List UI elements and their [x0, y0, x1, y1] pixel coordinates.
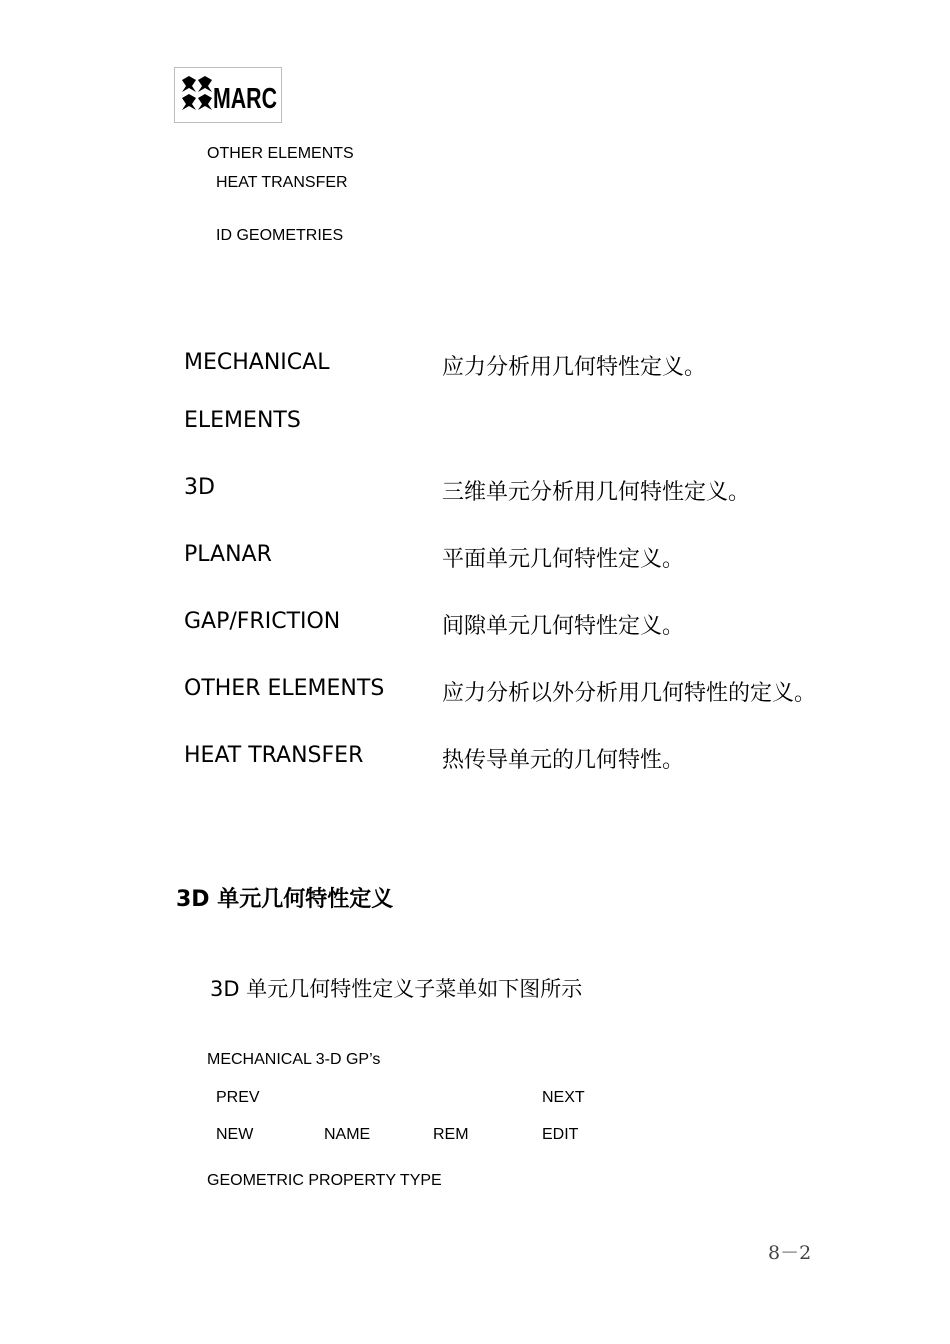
definition-desc: 三维单元分析用几何特性定义。 [442, 480, 751, 505]
definition-desc: 应力分析用几何特性定义。 [442, 355, 707, 380]
definition-desc: 热传导单元的几何特性。 [442, 748, 685, 773]
menu-item-heat-transfer[interactable]: HEAT TRANSFER [216, 174, 348, 191]
definition-term: 3D [184, 475, 215, 500]
definition-desc: 平面单元几何特性定义。 [442, 547, 685, 572]
logo-text: MARC [213, 83, 278, 115]
marc-logo [174, 67, 282, 123]
new-button[interactable]: NEW [216, 1126, 254, 1143]
definition-desc: 应力分析以外分析用几何特性的定义。 [442, 681, 817, 706]
definition-term: PLANAR [184, 542, 272, 567]
menu-item-id-geometries[interactable]: ID GEOMETRIES [216, 227, 344, 244]
section-description: 3D 单元几何特性定义子菜单如下图所示 [210, 977, 583, 1001]
name-button[interactable]: NAME [324, 1126, 371, 1143]
geometric-property-type-label: GEOMETRIC PROPERTY TYPE [207, 1172, 442, 1189]
definition-term: MECHANICAL [184, 350, 330, 375]
next-button[interactable]: NEXT [542, 1089, 585, 1106]
definition-desc: 间隙单元几何特性定义。 [442, 614, 685, 639]
definition-term: HEAT TRANSFER [184, 743, 364, 768]
rem-button[interactable]: REM [433, 1126, 469, 1143]
section-heading: 3D 单元几何特性定义 [176, 887, 394, 912]
definition-term: OTHER ELEMENTS [184, 676, 385, 701]
prev-button[interactable]: PREV [216, 1089, 260, 1106]
menu-title-other-elements: OTHER ELEMENTS [207, 145, 354, 162]
submenu-title: MECHANICAL 3-D GP’s [207, 1051, 381, 1068]
marc-logo-mark [178, 72, 278, 118]
definition-term: GAP/FRICTION [184, 609, 341, 634]
edit-button[interactable]: EDIT [542, 1126, 579, 1143]
page-number: 8－2 [768, 1242, 812, 1264]
definition-term: ELEMENTS [184, 408, 301, 433]
